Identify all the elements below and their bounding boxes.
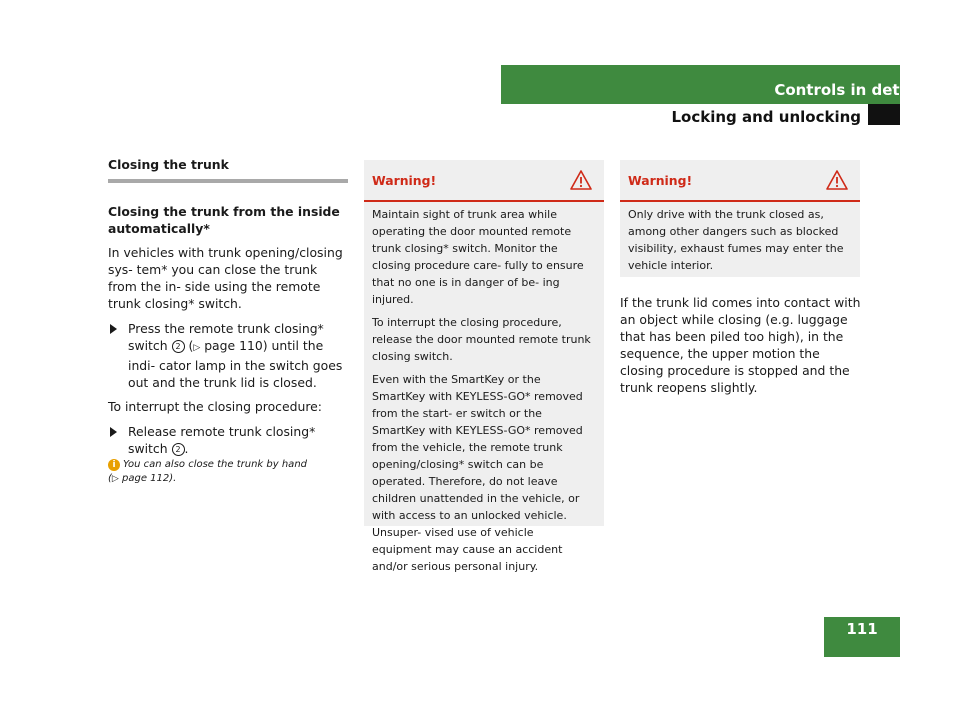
intro-paragraph: In vehicles with trunk opening/closing sys- tem* you can close the trunk from the in- side using the remote trunk closing* switch. <box>108 245 343 311</box>
left-column <box>108 156 348 457</box>
section-subtitle: Locking and unlocking <box>671 108 861 126</box>
warning-triangle-icon <box>826 170 848 190</box>
header-marker <box>868 104 900 125</box>
warning-paragraph: Even with the SmartKey or the SmartKey with KEYLESS-GO* removed from the start- er switch or the SmartKey with KEYLESS-GO* removed from the vehicle, the remote trunk opening/closing* switch can be operated. Therefore, do not leave children unattended in the vehicle, or with access to an unlocked vehicle. Unsuper- vised use of vehicle equipment may cause an accident and/or serious personal injury. <box>372 373 583 573</box>
warning-body <box>620 202 860 288</box>
warning-box <box>364 160 604 573</box>
page-reference-link[interactable]: page 112). <box>122 473 177 484</box>
warning-paragraph: To interrupt the closing procedure, release the door mounted remote trunk closing switch. <box>372 316 591 363</box>
bullet-item <box>108 320 348 391</box>
warning-paragraph: Maintain sight of trunk area while operating the door mounted remote trunk closing* switch. Monitor the closing procedure care- fully to ensure that no one is in danger of be- ing injured. <box>372 208 584 306</box>
warning-label: Warning! <box>372 173 437 188</box>
body-paragraph: If the trunk lid comes into contact with an object while closing (e.g. luggage that has been piled too high), in the sequence, the upper motion the closing procedure is stopped and the trunk reopens slightly. <box>620 295 861 395</box>
bullet-text: Press the remote trunk closing* switch <box>128 321 324 353</box>
bullet-text: . <box>184 441 189 456</box>
interrupt-paragraph: To interrupt the closing procedure: <box>108 399 322 414</box>
info-note <box>108 458 348 486</box>
page-ref-triangle-icon: ▷ <box>193 343 201 353</box>
note-text: You can also close the trunk by hand <box>123 459 307 470</box>
warning-box <box>620 160 860 277</box>
warning-paragraph: Only drive with the trunk closed as, among other dangers such as blocked visibility, exhaust fumes may enter the vehicle interior. <box>628 208 844 272</box>
warning-label: Warning! <box>628 173 693 188</box>
warning-header <box>620 160 860 202</box>
callout-number: 2 <box>172 340 185 353</box>
info-icon: i <box>108 459 120 471</box>
chapter-title: Controls in detail <box>774 81 920 99</box>
page-reference-link[interactable]: page 110) until the indi- cator lamp in the switch goes out and the trunk lid is closed. <box>128 338 343 390</box>
page-ref-triangle-icon: ▷ <box>111 474 119 484</box>
note-text: ( <box>108 473 112 484</box>
warning-header <box>364 160 604 202</box>
bullet-arrow-icon <box>110 427 117 437</box>
warning-triangle-icon <box>570 170 592 190</box>
subheading: Closing the trunk from the inside automatically* <box>108 204 340 236</box>
bullet-text: Release remote trunk closing* switch <box>128 424 316 456</box>
title-rule <box>108 179 348 183</box>
right-column <box>620 294 866 396</box>
bullet-text: ( <box>188 338 194 353</box>
callout-number: 2 <box>172 443 185 456</box>
bullet-arrow-icon <box>110 324 117 334</box>
warning-body <box>364 202 604 589</box>
page-number: 111 <box>846 620 878 638</box>
section-title: Closing the trunk <box>108 157 229 172</box>
bullet-item <box>108 423 348 457</box>
